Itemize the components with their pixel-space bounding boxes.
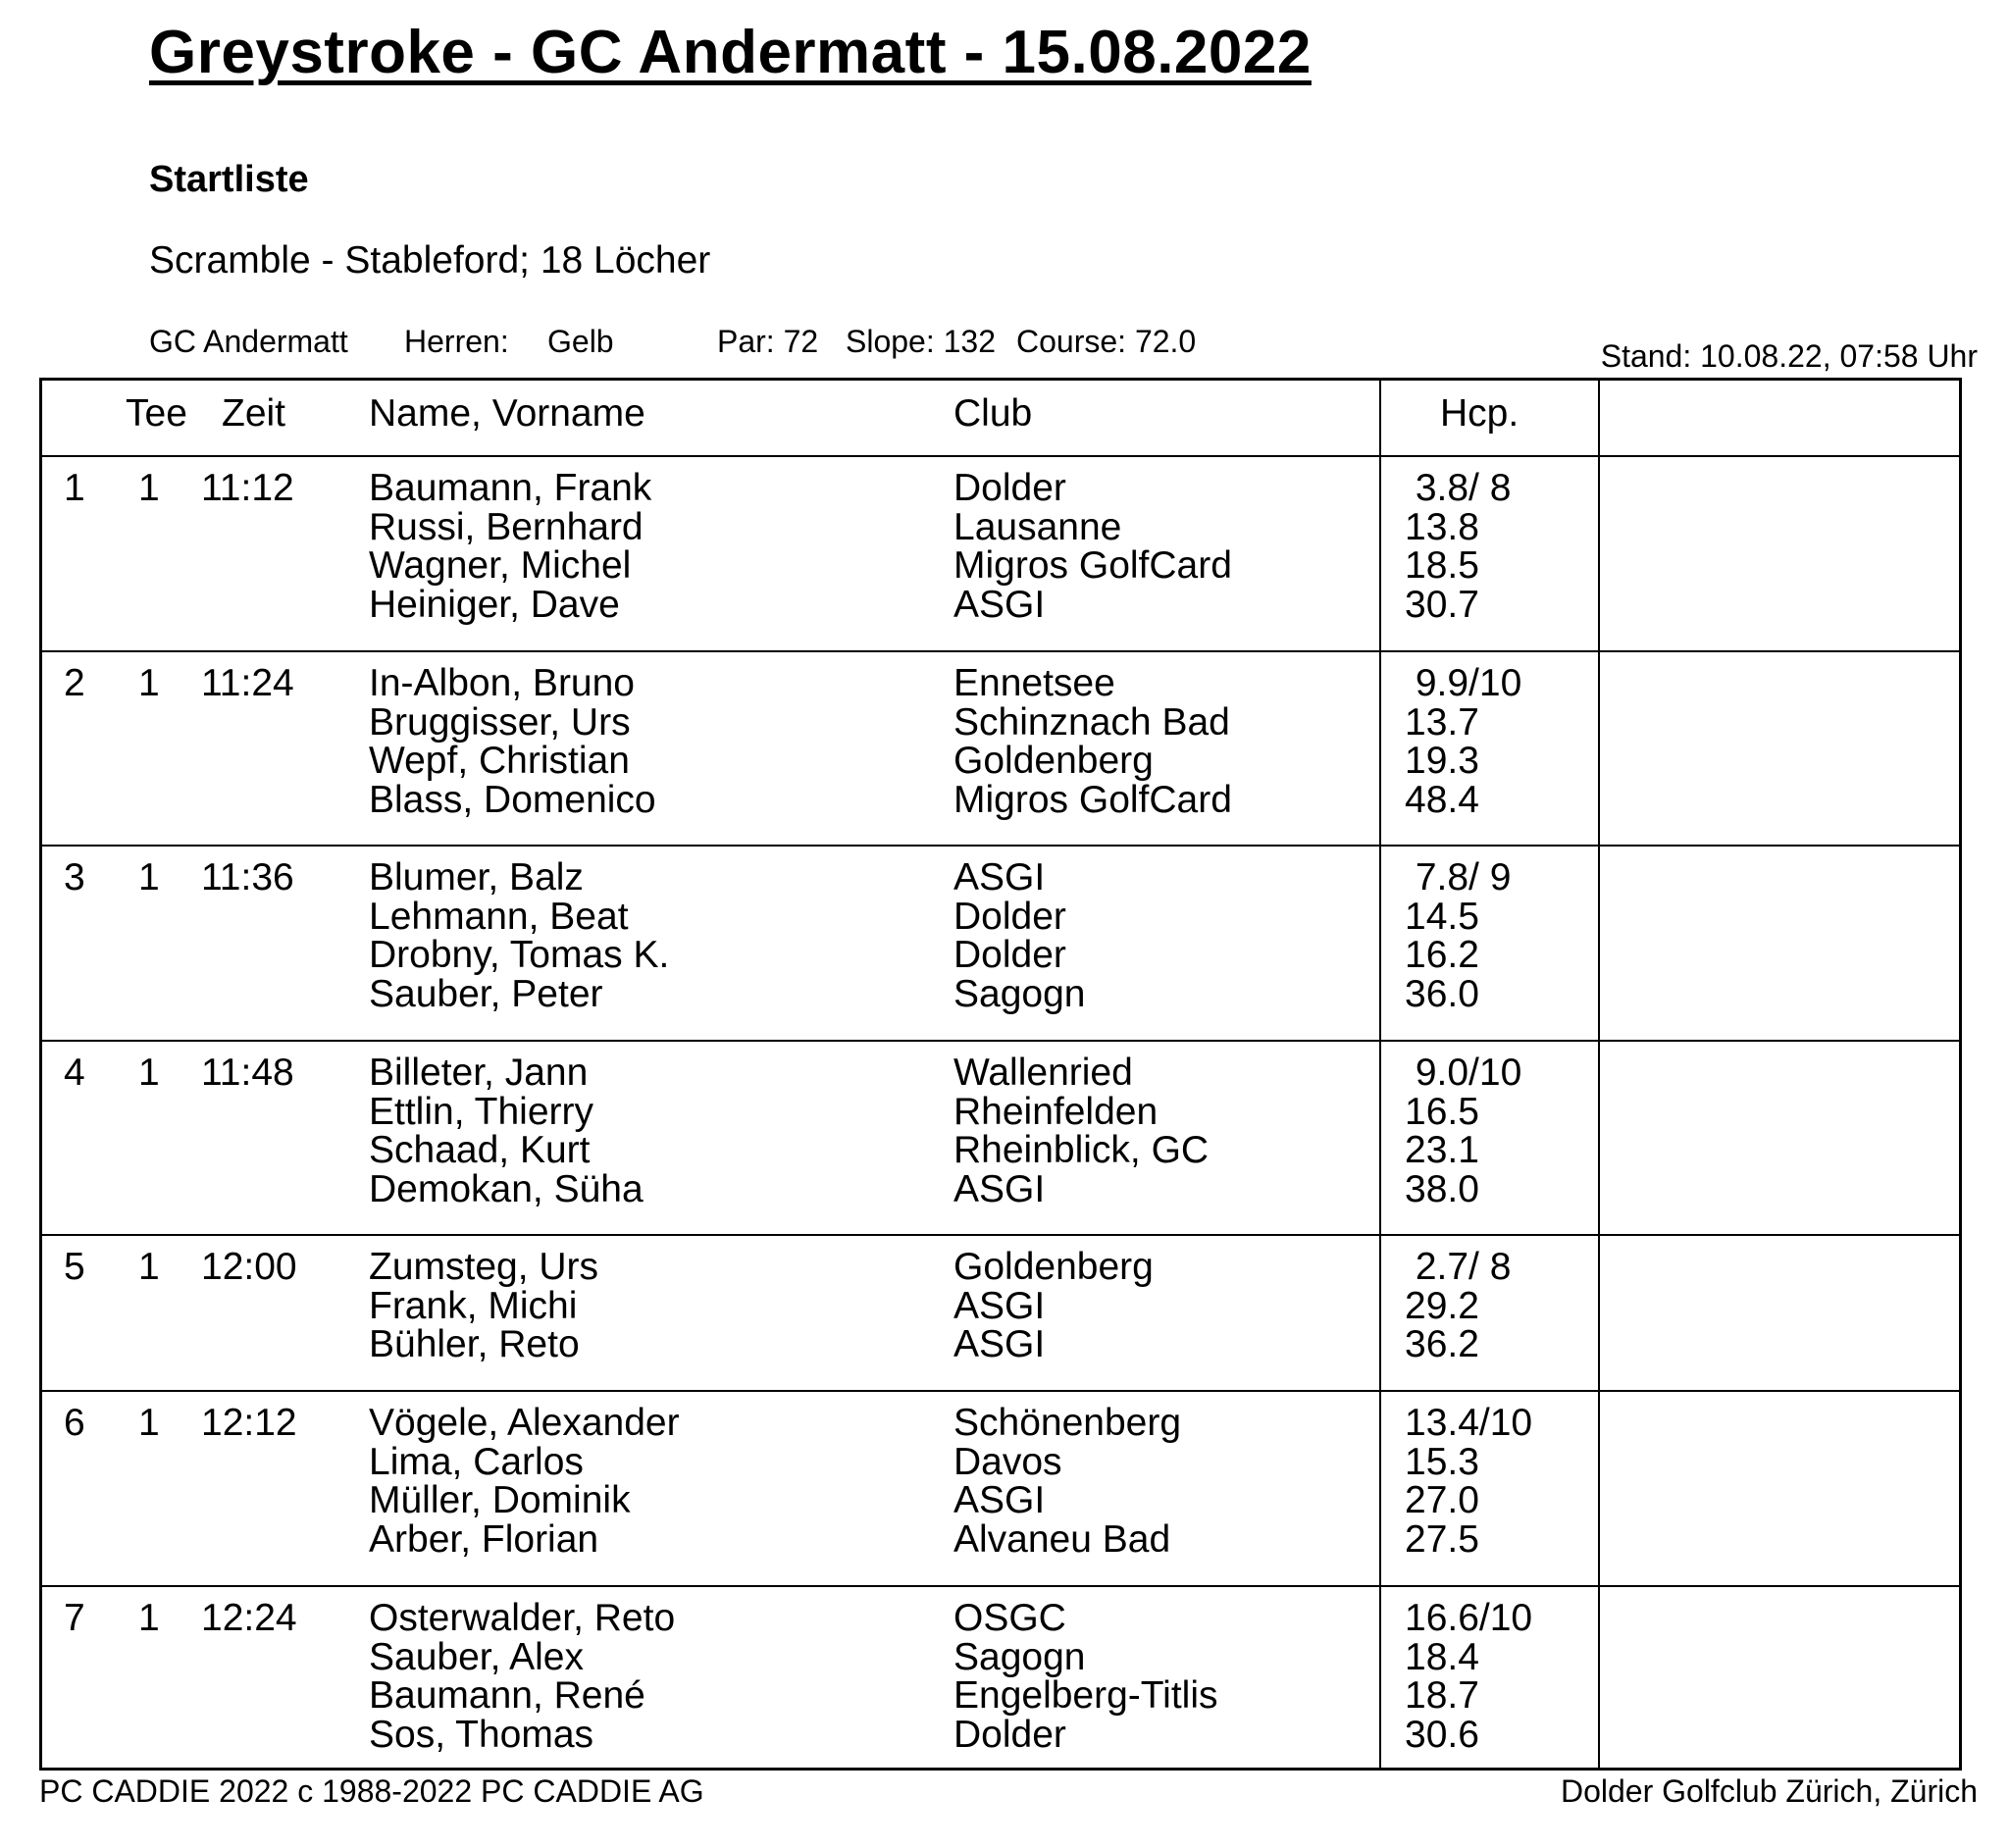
player-hcp: 29.2 <box>1405 1284 1479 1327</box>
flight-time: 11:24 <box>201 662 294 704</box>
player-hcp: 18.4 <box>1405 1635 1479 1678</box>
player-hcp: 30.7 <box>1405 583 1479 626</box>
player-hcp: 38.0 <box>1405 1167 1479 1210</box>
player-hcps <box>1405 1248 1511 1364</box>
player-name: Vögele, Alexander <box>369 1402 680 1444</box>
player-names <box>369 1248 598 1364</box>
player-hcp: 9.9/10 <box>1405 662 1522 704</box>
flight-time: 12:00 <box>201 1246 297 1288</box>
player-club: Engelberg-Titlis <box>953 1674 1218 1717</box>
flight-number: 6 <box>64 1402 85 1444</box>
flight-tee: 1 <box>138 856 160 898</box>
player-hcp: 16.6/10 <box>1405 1597 1533 1639</box>
player-club: Dolder <box>953 467 1066 509</box>
player-club: Dolder <box>953 895 1066 938</box>
player-name: Sos, Thomas <box>369 1713 594 1756</box>
player-club: ASGI <box>953 1284 1046 1327</box>
player-hcp: 14.5 <box>1405 895 1479 938</box>
flight-group <box>42 1599 1959 1766</box>
player-hcp: 16.5 <box>1405 1090 1479 1133</box>
player-name: Blumer, Balz <box>369 856 584 898</box>
competition-format: Scramble - Stableford; 18 Löcher <box>149 239 711 282</box>
player-name: Bruggisser, Urs <box>369 700 631 744</box>
flight-tee: 1 <box>138 1597 160 1639</box>
player-club: OSGC <box>953 1597 1066 1639</box>
player-club: Schönenberg <box>953 1402 1182 1444</box>
player-club: Sagogn <box>953 1635 1086 1678</box>
flight-number: 5 <box>64 1246 85 1288</box>
player-name: Billeter, Jann <box>369 1052 589 1094</box>
player-hcp: 13.4/10 <box>1405 1402 1533 1444</box>
player-names <box>369 469 651 624</box>
player-club: Dolder <box>953 1713 1066 1756</box>
header-zeit: Zeit <box>222 392 286 435</box>
flight-tee: 1 <box>138 467 160 509</box>
player-hcp: 3.8/ 8 <box>1405 467 1512 509</box>
row-divider <box>42 650 1959 652</box>
player-club: ASGI <box>953 856 1046 898</box>
player-clubs <box>953 1404 1181 1559</box>
player-name: In-Albon, Bruno <box>369 662 636 704</box>
player-club: Dolder <box>953 934 1066 976</box>
document-title: Greystroke - GC Andermatt - 15.08.2022 <box>149 19 1312 86</box>
course-rating: Course: 72.0 <box>1016 324 1197 359</box>
flight-tee: 1 <box>138 662 160 704</box>
player-names <box>369 664 656 819</box>
flight-tee: 1 <box>138 1052 160 1094</box>
player-hcp: 15.3 <box>1405 1440 1479 1483</box>
player-name: Arber, Florian <box>369 1517 599 1561</box>
player-club: Rheinfelden <box>953 1090 1159 1133</box>
flight-tee: 1 <box>138 1246 160 1288</box>
document-subtitle: Startliste <box>149 159 309 200</box>
course-tee-color: Gelb <box>547 324 614 359</box>
player-names <box>369 858 669 1013</box>
header-hcp: Hcp. <box>1440 392 1520 435</box>
flight-group <box>42 1053 1959 1220</box>
player-name: Demokan, Süha <box>369 1167 644 1210</box>
player-club: Migros GolfCard <box>953 544 1232 587</box>
player-name: Wepf, Christian <box>369 740 630 782</box>
stand-timestamp: Stand: 10.08.22, 07:58 Uhr <box>1600 338 1978 374</box>
header-tee: Tee <box>126 392 187 435</box>
player-clubs <box>953 1053 1209 1208</box>
flight-group <box>42 469 1959 636</box>
player-club: ASGI <box>953 1167 1046 1210</box>
player-name: Drobny, Tomas K. <box>369 934 670 976</box>
player-club: ASGI <box>953 1479 1046 1521</box>
row-divider <box>42 845 1959 847</box>
player-name: Lehmann, Beat <box>369 895 629 938</box>
course-category: Herren: <box>404 324 509 359</box>
player-hcp: 7.8/ 9 <box>1405 856 1512 898</box>
player-hcp: 2.7/ 8 <box>1405 1246 1512 1288</box>
player-name: Baumann, René <box>369 1674 645 1717</box>
course-par: Par: 72 <box>717 324 819 359</box>
flight-group <box>42 1404 1959 1570</box>
flight-time: 12:24 <box>201 1597 297 1639</box>
player-clubs <box>953 1248 1154 1364</box>
header-name: Name, Vorname <box>369 392 645 435</box>
player-clubs <box>953 858 1085 1013</box>
player-clubs <box>953 469 1232 624</box>
flight-number: 7 <box>64 1597 85 1639</box>
player-name: Sauber, Peter <box>369 972 603 1015</box>
player-club: Rheinblick, GC <box>953 1129 1210 1171</box>
player-club: ASGI <box>953 1323 1046 1365</box>
player-club: Sagogn <box>953 972 1086 1015</box>
row-divider <box>42 1585 1959 1587</box>
flight-number: 2 <box>64 662 85 704</box>
player-name: Ettlin, Thierry <box>369 1090 594 1133</box>
flight-number: 1 <box>64 467 85 509</box>
player-name: Heiniger, Dave <box>369 583 620 626</box>
player-club: Davos <box>953 1440 1062 1483</box>
player-name: Baumann, Frank <box>369 467 652 509</box>
row-divider <box>42 1390 1959 1392</box>
flight-number: 3 <box>64 856 85 898</box>
player-hcp: 36.2 <box>1405 1323 1479 1365</box>
start-list-table <box>39 378 1962 1771</box>
flight-group <box>42 858 1959 1025</box>
player-club: Migros GolfCard <box>953 778 1232 821</box>
player-club: Goldenberg <box>953 1246 1154 1288</box>
player-hcp: 23.1 <box>1405 1129 1479 1171</box>
player-hcp: 9.0/10 <box>1405 1052 1522 1094</box>
player-name: Sauber, Alex <box>369 1635 584 1678</box>
player-hcp: 48.4 <box>1405 778 1479 821</box>
player-hcps <box>1405 1599 1532 1754</box>
player-clubs <box>953 1599 1218 1754</box>
player-hcps <box>1405 1404 1532 1559</box>
course-slope: Slope: 132 <box>846 324 997 359</box>
player-hcps <box>1405 664 1521 819</box>
player-hcp: 30.6 <box>1405 1713 1479 1756</box>
player-club: ASGI <box>953 583 1046 626</box>
player-name: Frank, Michi <box>369 1284 578 1327</box>
player-names <box>369 1053 644 1208</box>
player-club: Ennetsee <box>953 662 1115 704</box>
player-hcp: 18.7 <box>1405 1674 1479 1717</box>
flight-time: 11:12 <box>201 467 294 509</box>
row-divider <box>42 1234 1959 1236</box>
player-name: Zumsteg, Urs <box>369 1246 599 1288</box>
flight-time: 11:36 <box>201 856 294 898</box>
course-club: GC Andermatt <box>149 324 348 359</box>
row-divider <box>42 1040 1959 1042</box>
player-club: Alvaneu Bad <box>953 1517 1171 1561</box>
header-divider <box>42 455 1959 457</box>
player-hcp: 18.5 <box>1405 544 1479 587</box>
player-name: Osterwalder, Reto <box>369 1597 676 1639</box>
flight-time: 11:48 <box>201 1052 294 1094</box>
player-hcp: 19.3 <box>1405 740 1479 782</box>
player-club: Lausanne <box>953 505 1122 548</box>
flight-time: 12:12 <box>201 1402 297 1444</box>
header-club: Club <box>953 392 1033 435</box>
player-club: Wallenried <box>953 1052 1133 1094</box>
player-name: Müller, Dominik <box>369 1479 631 1521</box>
player-hcp: 27.0 <box>1405 1479 1479 1521</box>
player-hcp: 16.2 <box>1405 934 1479 976</box>
player-hcp: 27.5 <box>1405 1517 1479 1561</box>
footer-left: PC CADDIE 2022 c 1988-2022 PC CADDIE AG <box>39 1773 704 1809</box>
player-club: Goldenberg <box>953 740 1154 782</box>
player-hcp: 13.7 <box>1405 700 1479 744</box>
player-hcps <box>1405 469 1511 624</box>
flight-tee: 1 <box>138 1402 160 1444</box>
player-name: Wagner, Michel <box>369 544 632 587</box>
player-hcp: 36.0 <box>1405 972 1479 1015</box>
footer-right: Dolder Golfclub Zürich, Zürich <box>1560 1773 1978 1809</box>
player-name: Russi, Bernhard <box>369 505 644 548</box>
player-clubs <box>953 664 1232 819</box>
player-names <box>369 1404 680 1559</box>
player-names <box>369 1599 675 1754</box>
player-hcp: 13.8 <box>1405 505 1479 548</box>
player-name: Lima, Carlos <box>369 1440 584 1483</box>
flight-number: 4 <box>64 1052 85 1094</box>
player-name: Blass, Domenico <box>369 778 656 821</box>
player-hcps <box>1405 858 1511 1013</box>
player-name: Bühler, Reto <box>369 1323 580 1365</box>
player-hcps <box>1405 1053 1521 1208</box>
flight-group <box>42 664 1959 831</box>
player-club: Schinznach Bad <box>953 700 1230 744</box>
player-name: Schaad, Kurt <box>369 1129 591 1171</box>
